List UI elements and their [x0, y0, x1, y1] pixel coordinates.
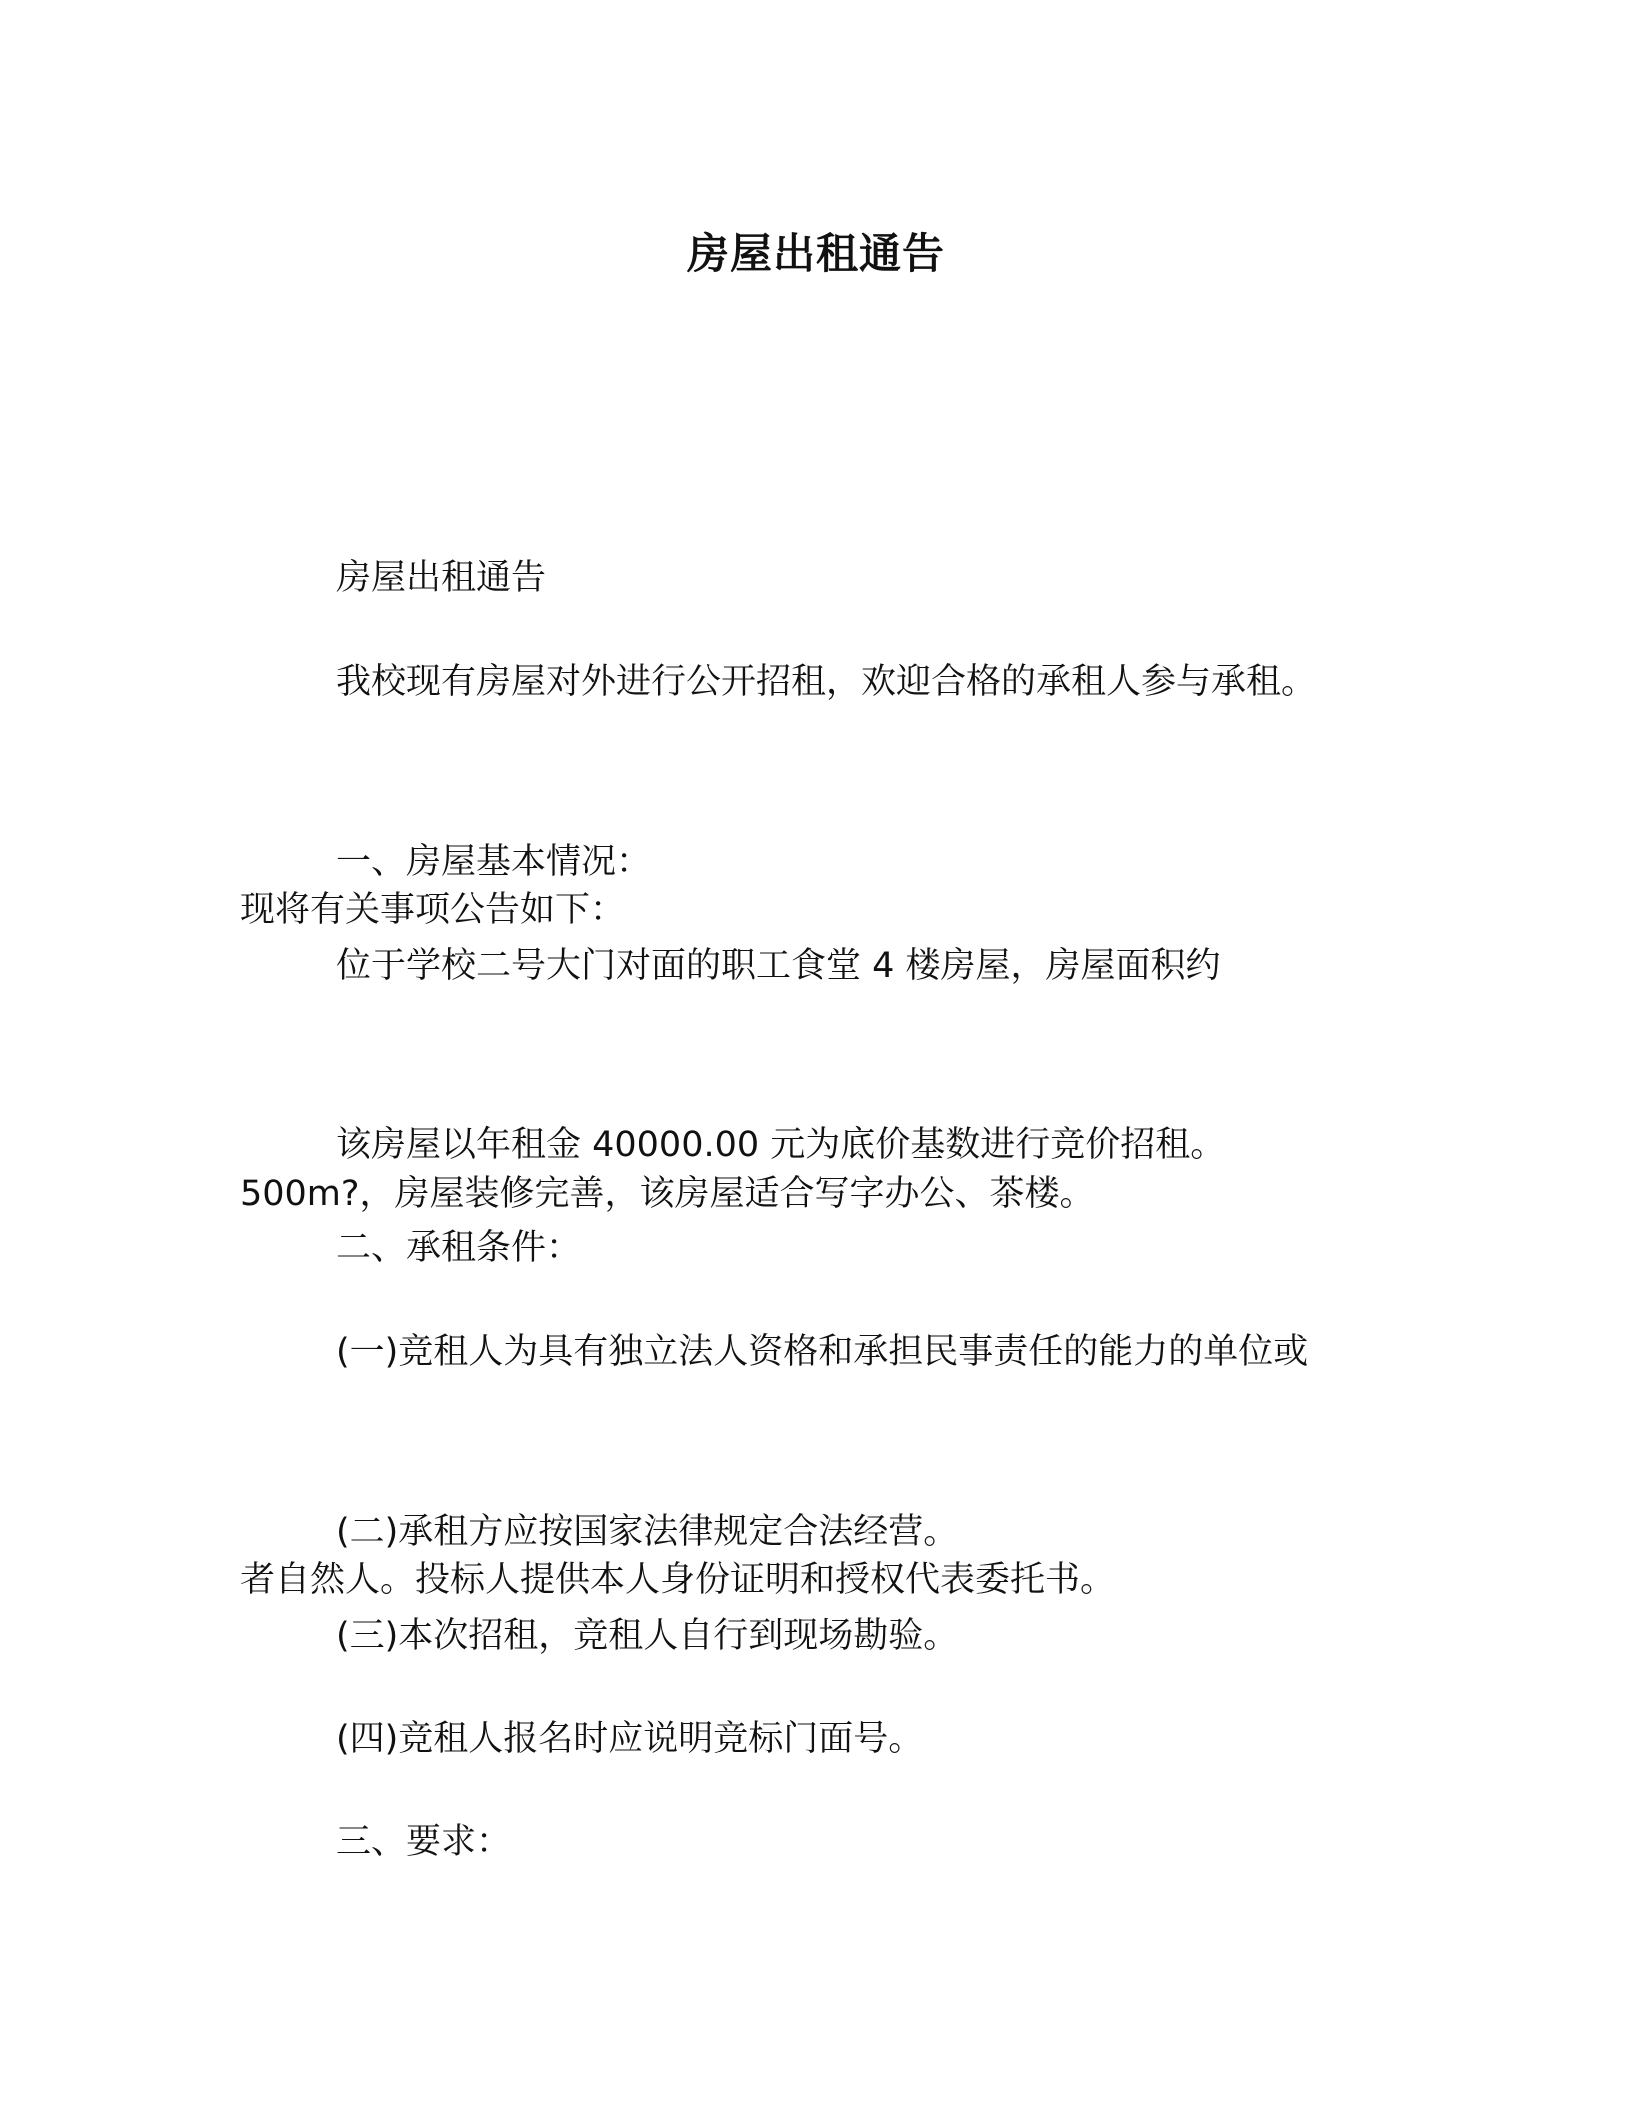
paragraph-line: 该房屋以年租金 40000.00 元为底价基数进行竞价招租。: [336, 1125, 1226, 1165]
paragraph-line: 三、要求：: [336, 1822, 512, 1862]
paragraph-line: 一、房屋基本情况：: [336, 842, 652, 882]
paragraph-line: 二、承租条件：: [336, 1228, 582, 1268]
paragraph-line: 现将有关事项公告如下：: [240, 890, 626, 930]
paragraph-line: (四)竞租人报名时应说明竞标门面号。: [336, 1719, 924, 1759]
paragraph-line: (二)承租方应按国家法律规定合法经营。: [336, 1512, 959, 1552]
paragraph-line: (三)本次招租，竞租人自行到现场勘验。: [336, 1616, 959, 1656]
paragraph-line: 者自然人。投标人提供本人身份证明和授权代表委托书。: [240, 1560, 1116, 1600]
section-heading-3: [240, 1652, 1380, 2032]
paragraph-line: 我校现有房屋对外进行公开招租，欢迎合格的承租人参与承租。: [336, 662, 1317, 702]
document-title: 房屋出租通告: [686, 229, 945, 278]
paragraph-line: 500m?，房屋装修完善，该房屋适合写字办公、茶楼。: [240, 1174, 1095, 1214]
paragraph-line: 房屋出租通告: [336, 558, 547, 598]
paragraph-line: 位于学校二号大门对面的职工食堂 4 楼房屋，房屋面积约: [336, 946, 1221, 986]
paragraph-line: (一)竞租人为具有独立法人资格和承担民事责任的能力的单位或: [336, 1332, 1309, 1372]
